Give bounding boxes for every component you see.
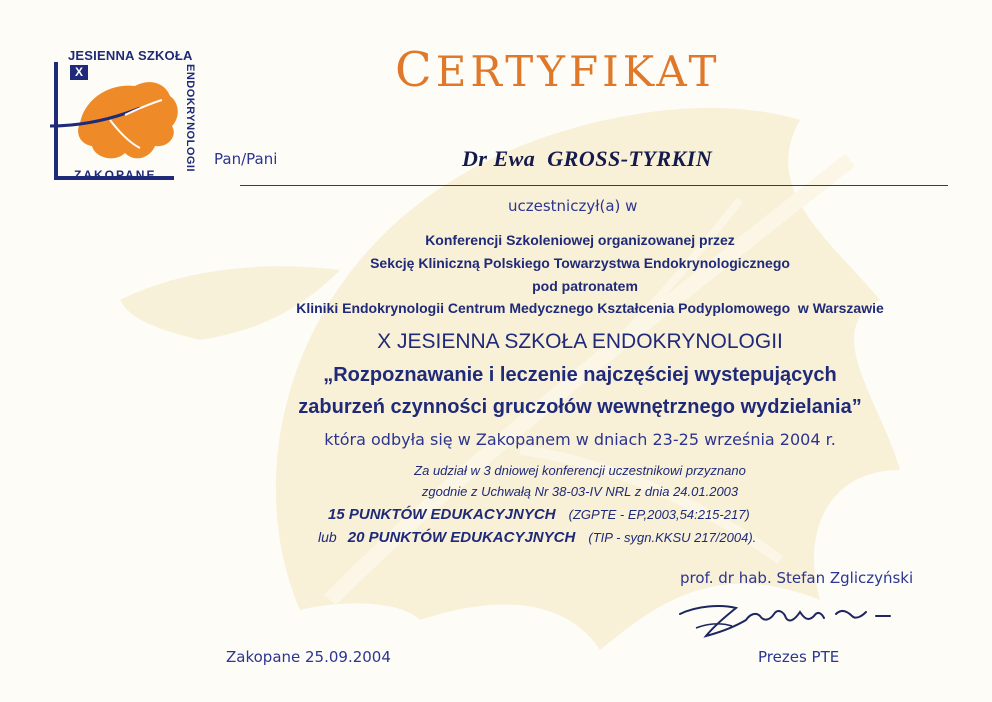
handwritten-signature [676, 596, 936, 644]
organizer-line-4: Kliniki Endokrynologii Centrum Medycznego Kształcenia Podyplomowego w Warszawie [296, 300, 884, 316]
organizer-line-3: pod patronatem [532, 278, 638, 294]
organizer-line-1: Konferencji Szkoleniowej organizowanej przez [425, 232, 735, 248]
signer-name: prof. dr hab. Stefan Zgliczyński [680, 569, 914, 587]
certificate-title [395, 42, 720, 98]
title-rest: ERTYFIKAT [435, 47, 721, 96]
award-points-row-1 [328, 504, 750, 523]
event-name: X JESIENNA SZKOŁA ENDOKRYNOLOGII [377, 330, 783, 353]
points-15-reference: (ZGPTE - EP,2003,54:215-217) [568, 507, 750, 522]
award-points-row-2 [318, 527, 756, 546]
maple-leaf-icon [78, 82, 178, 158]
logo-vertical-text: ENDOKRYNOLOGII [184, 64, 196, 173]
title-initial: C [395, 42, 436, 98]
points-20-reference: (TIP - sygn.KKSU 217/2004). [588, 530, 757, 545]
points-20: 20 PUNKTÓW EDUKACYJNYCH [347, 529, 576, 546]
signer-role: Prezes PTE [758, 648, 840, 666]
participated-text: uczestniczył(a) w [508, 197, 638, 215]
points-or: lub [318, 529, 337, 545]
points-15: 15 PUNKTÓW EDUKACYJNYCH [328, 506, 556, 523]
place-and-date: Zakopane 25.09.2004 [226, 648, 391, 666]
event-dates: która odbyła się w Zakopanem w dniach 23-25 września 2004 r. [324, 430, 836, 449]
event-topic-line-2: zaburzeń czynności gruczołów wewnętrznego wydzielania” [298, 396, 862, 418]
award-line-2: zgodnie z Uchwałą Nr 38-03-IV NRL z dnia 24.01.2003 [421, 484, 739, 499]
logo-city: ZAKOPANE [74, 168, 157, 182]
conference-logo [40, 48, 200, 188]
recipient-name: Dr Ewa GROSS-TYRKIN [462, 146, 713, 171]
name-underline [240, 185, 948, 186]
logo-roman-numeral: X [70, 65, 88, 80]
logo-title: JESIENNA SZKOŁA [68, 48, 193, 63]
event-topic-line-1: „Rozpoznawanie i leczenie najczęściej wystepujących [323, 364, 837, 386]
award-line-1: Za udział w 3 dniowej konferencji uczestnikowi przyznano [414, 463, 746, 478]
organizer-line-2: Sekcję Kliniczną Polskiego Towarzystwa Endokrynologicznego [370, 255, 790, 271]
salutation: Pan/Pani [214, 150, 278, 168]
